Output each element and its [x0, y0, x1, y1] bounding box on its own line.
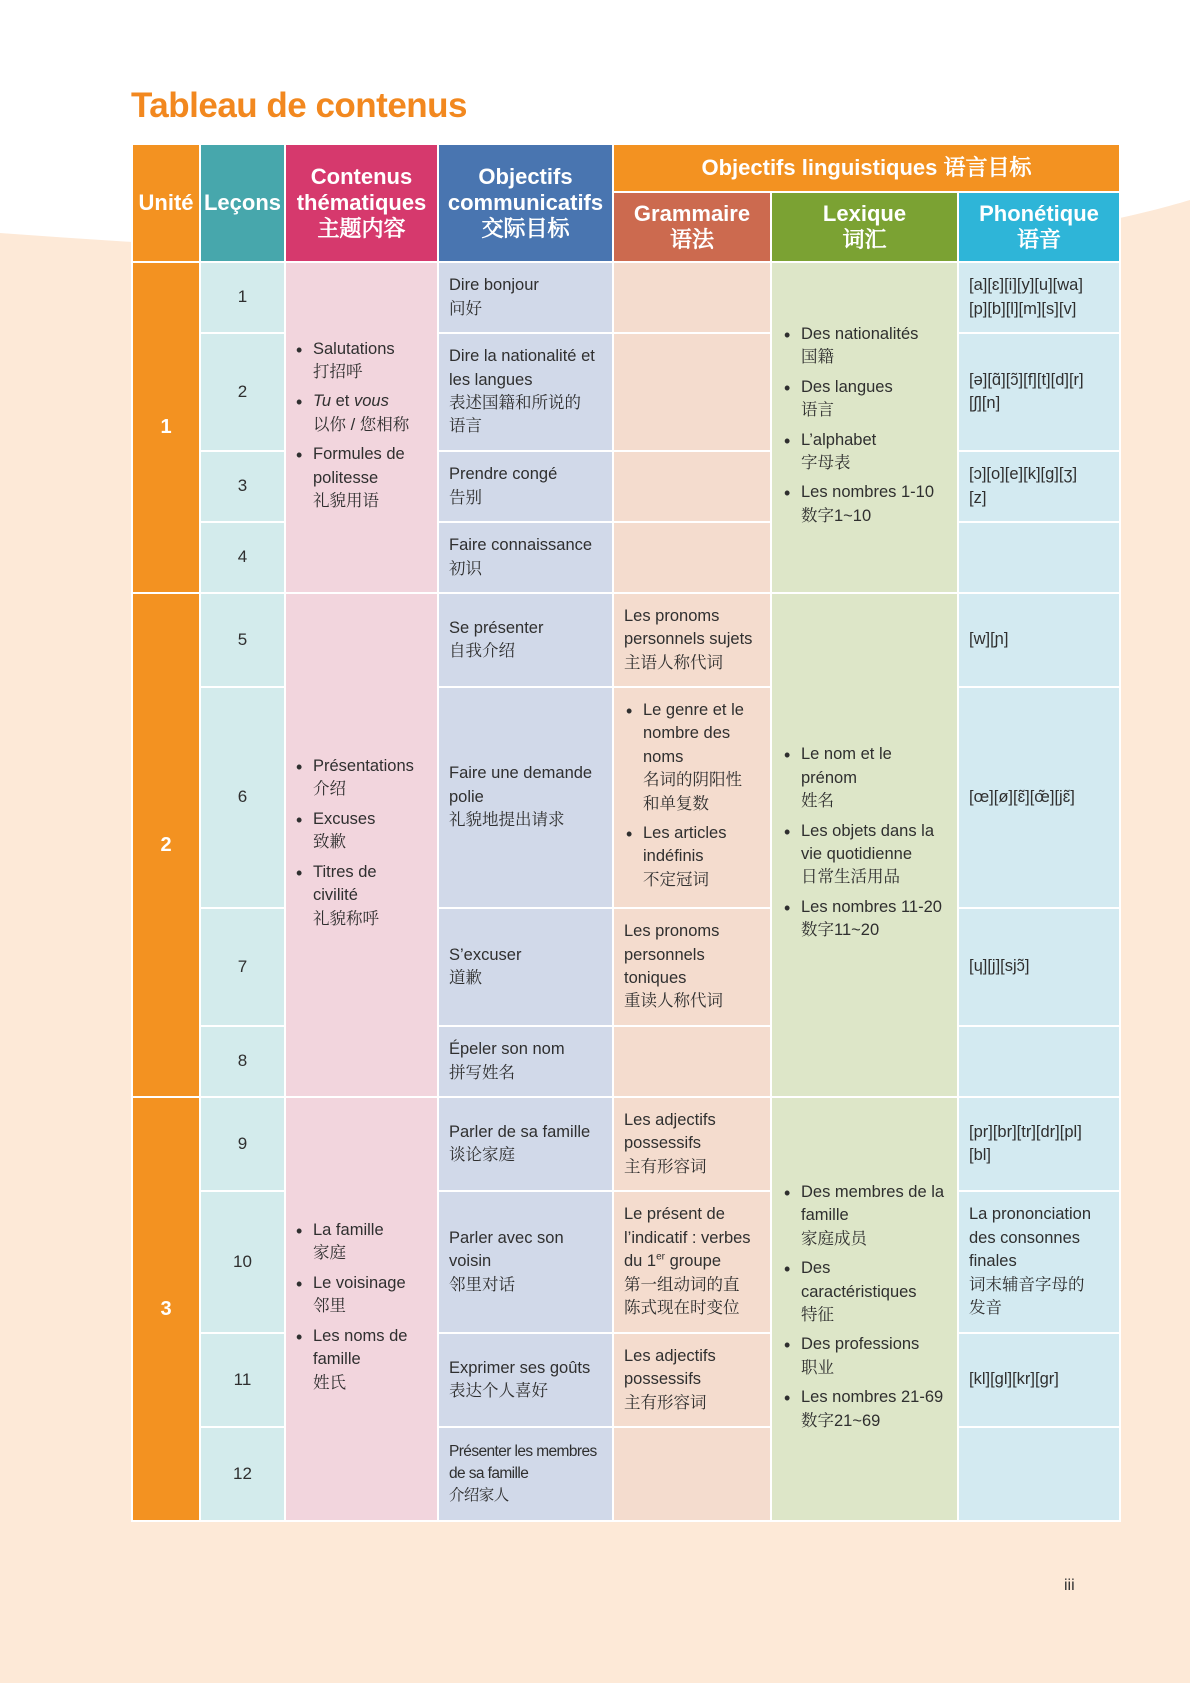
lexique-item: • Les nombres 11-20 数字11~20 [782, 896, 949, 943]
unit-number: 1 [132, 262, 200, 593]
phonetics-cell: [œ][ø][ɛ̃][œ̃][jɛ̃] [958, 687, 1120, 908]
theme-item: • Titres de civilité 礼貌称呼 [294, 861, 429, 931]
phonetics-cell: [w][ɲ] [958, 593, 1120, 687]
grammar-cell: Les adjectifs possessifs 主有形容词 [613, 1097, 771, 1191]
phonetics-cell: La prononciation des consonnes finales 词末辅音字母的 发音 [958, 1191, 1120, 1333]
theme-item: • Les noms de famille 姓氏 [294, 1325, 429, 1395]
grammar-cell [613, 262, 771, 333]
page-number: iii [1064, 1577, 1075, 1594]
table-row [132, 1097, 1120, 1191]
theme-cell [285, 1097, 438, 1521]
table-row [132, 593, 1120, 687]
comm-objective: Épeler son nom 拼写姓名 [438, 1026, 613, 1097]
lexique-item: • Des langues 语言 [782, 376, 949, 423]
grammar-cell [613, 522, 771, 593]
comm-objective: Présenter les membres de sa famille 介绍家人 [438, 1427, 613, 1521]
table-row [132, 908, 1120, 1026]
lesson-number: 7 [200, 908, 285, 1026]
phonetics-cell: [a][ɛ][i][y][u][wa] [p][b][l][m][s][v] [958, 262, 1120, 333]
lesson-number: 5 [200, 593, 285, 687]
header-objectifs-communicatifs: Objectifs communicatifs 交际目标 [438, 144, 613, 262]
lexique-item: • Le nom et le prénom 姓名 [782, 743, 949, 813]
grammar-cell [613, 687, 771, 908]
phonetics-cell: [pr][br][tr][dr][pl] [bl] [958, 1097, 1120, 1191]
lesson-number: 2 [200, 333, 285, 451]
lexique-cell [771, 593, 958, 1097]
grammar-cell: Les pronoms personnels toniques 重读人称代词 [613, 908, 771, 1026]
unit-number: 3 [132, 1097, 200, 1521]
header-lecons: Leçons [200, 144, 285, 262]
phonetics-cell: [ə][ɑ̃][ɔ̃][f][t][d][r] [ʃ][n] [958, 333, 1120, 451]
theme-item: • Tu et vous 以你 / 您相称 [294, 390, 429, 437]
table-row [132, 1191, 1120, 1333]
phonetics-cell: [ɥ][j][sjɔ̃] [958, 908, 1120, 1026]
theme-item: • Excuses 致歉 [294, 808, 429, 855]
lesson-number: 10 [200, 1191, 285, 1333]
unit-number: 2 [132, 593, 200, 1097]
grammar-cell [613, 333, 771, 451]
lexique-item: • Des nationalités 国籍 [782, 323, 949, 370]
table-row [132, 1333, 1120, 1427]
grammar-cell: Les adjectifs possessifs 主有形容词 [613, 1333, 771, 1427]
grammar-cell [613, 451, 771, 522]
header-lexique: Lexique 词汇 [771, 192, 958, 262]
comm-objective: Dire bonjour 问好 [438, 262, 613, 333]
phonetics-cell: [kl][gl][kr][gr] [958, 1333, 1120, 1427]
comm-objective: Faire une demande polie 礼貌地提出请求 [438, 687, 613, 908]
theme-item: • Le voisinage 邻里 [294, 1272, 429, 1319]
header-grammaire: Grammaire 语法 [613, 192, 771, 262]
table-row [132, 687, 1120, 908]
grammar-cell [613, 1427, 771, 1521]
lexique-item: • Les nombres 1-10 数字1~10 [782, 481, 949, 528]
comm-objective: Faire connaissance 初识 [438, 522, 613, 593]
comm-objective: Se présenter 自我介绍 [438, 593, 613, 687]
lexique-item: • Les nombres 21-69 数字21~69 [782, 1386, 949, 1433]
lexique-item: • Des caractéristiques 特征 [782, 1257, 949, 1327]
page-title: Tableau de contenus [131, 86, 468, 125]
theme-item: • Présentations 介绍 [294, 755, 429, 802]
comm-objective: Parler avec son voisin 邻里对话 [438, 1191, 613, 1333]
lexique-item: • L’alphabet 字母表 [782, 429, 949, 476]
lesson-number: 4 [200, 522, 285, 593]
grammar-item: • Les articles indéfinis 不定冠词 [624, 822, 762, 892]
header-contenus: Contenus thématiques 主题内容 [285, 144, 438, 262]
comm-objective: Parler de sa famille 谈论家庭 [438, 1097, 613, 1191]
lexique-item: • Des professions 职业 [782, 1333, 949, 1380]
contents-table [131, 143, 1121, 1522]
header-objectifs-linguistiques: Objectifs linguistiques 语言目标 [613, 144, 1120, 192]
lesson-number: 3 [200, 451, 285, 522]
comm-objective: Prendre congé 告别 [438, 451, 613, 522]
header-phonetique: Phonétique 语音 [958, 192, 1120, 262]
lesson-number: 6 [200, 687, 285, 908]
theme-cell [285, 593, 438, 1097]
theme-item: • La famille 家庭 [294, 1219, 429, 1266]
comm-objective: S’excuser 道歉 [438, 908, 613, 1026]
grammar-cell [613, 1026, 771, 1097]
grammar-cell: Les pronoms personnels sujets 主语人称代词 [613, 593, 771, 687]
phonetics-cell [958, 1427, 1120, 1521]
lesson-number: 8 [200, 1026, 285, 1097]
lesson-number: 11 [200, 1333, 285, 1427]
table-row [132, 1427, 1120, 1521]
table-row [132, 451, 1120, 522]
lexique-item: • Les objets dans la vie quotidienne 日常生活用品 [782, 820, 949, 890]
lexique-item: • Des membres de la famille 家庭成员 [782, 1181, 949, 1251]
table-row [132, 1026, 1120, 1097]
theme-item: • Formules de politesse 礼貌用语 [294, 443, 429, 513]
theme-item: • Salutations 打招呼 [294, 338, 429, 385]
grammar-cell: Le présent de l’indicatif : verbes du 1er groupe 第一组动词的直 陈式现在时变位 [613, 1191, 771, 1333]
lesson-number: 1 [200, 262, 285, 333]
phonetics-cell: [ɔ][o][e][k][g][ʒ] [z] [958, 451, 1120, 522]
table-row [132, 333, 1120, 451]
theme-cell [285, 262, 438, 593]
grammar-item: • Le genre et le nombre des noms 名词的阴阳性 和单复数 [624, 699, 762, 816]
lexique-cell [771, 1097, 958, 1521]
comm-objective: Exprimer ses goûts 表达个人喜好 [438, 1333, 613, 1427]
lesson-number: 12 [200, 1427, 285, 1521]
table-row [132, 262, 1120, 333]
phonetics-cell [958, 1026, 1120, 1097]
lesson-number: 9 [200, 1097, 285, 1191]
comm-objective: Dire la nationalité et les langues 表述国籍和所说的 语言 [438, 333, 613, 451]
table-row [132, 522, 1120, 593]
phonetics-cell [958, 522, 1120, 593]
lexique-cell [771, 262, 958, 593]
header-unite: Unité [132, 144, 200, 262]
